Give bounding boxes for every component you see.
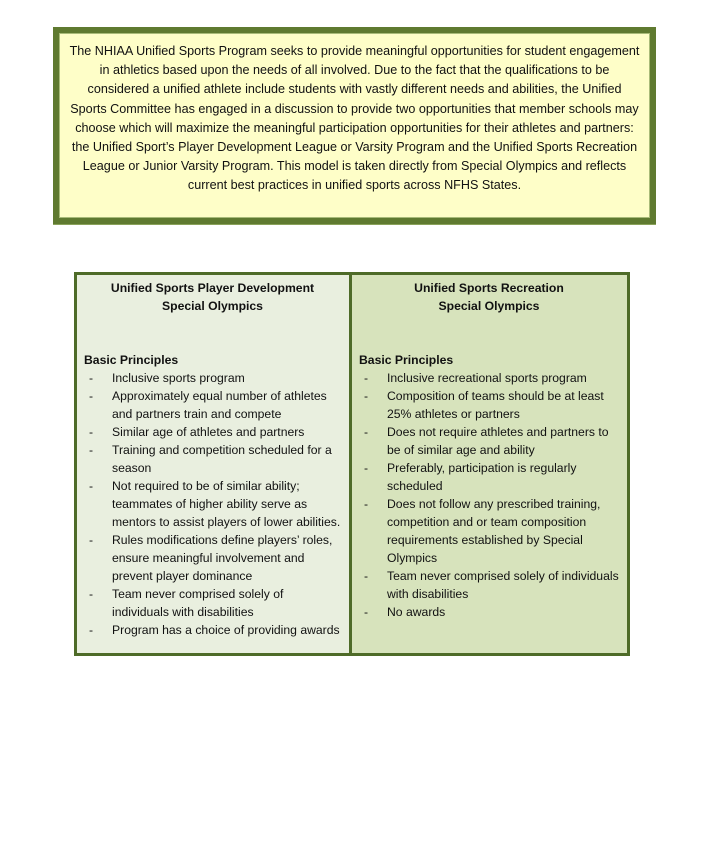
column-spacer <box>359 315 619 351</box>
comparison-table <box>74 272 630 656</box>
list-item-text: Approximately equal number of athletes and partners train and compete <box>112 389 327 421</box>
list-item-text: Program has a choice of providing awards <box>112 623 340 637</box>
list-item <box>359 459 619 495</box>
list-item <box>359 369 619 387</box>
list-item <box>359 495 619 567</box>
bullet-dash: - <box>364 605 369 619</box>
column-title: Unified Sports Player Development <box>110 281 315 295</box>
bullet-dash: - <box>89 371 94 385</box>
list-item <box>359 603 619 621</box>
column-subtitle: Special Olympics <box>162 299 263 313</box>
bullet-dash: - <box>364 569 369 583</box>
list-item <box>84 585 341 621</box>
bullet-dash: - <box>364 497 369 511</box>
bullet-dash: - <box>89 533 94 547</box>
list-item <box>84 441 341 477</box>
list-item <box>84 387 341 423</box>
principles-list <box>84 369 341 639</box>
bullet-dash: - <box>89 425 94 439</box>
list-item-text: Team never comprised solely of individuals with disabilities <box>387 569 619 601</box>
column-spacer <box>84 315 341 351</box>
list-item <box>84 621 341 639</box>
list-item-text: Rules modifications define players’ roles, ensure meaningful involvement and prevent player dominance <box>112 533 333 583</box>
intro-text: The NHIAA Unified Sports Program seeks to provide meaningful opportunities for student engagement in athletics based upon the needs of all involved. Due to the fact that the qualifications to be considered a unified athlete include students with vastly different needs and abilities, the Unified Sports Committee has engaged in a discussion to provide two opportunities that member schools may choose which will maximize the meaningful participation opportunities for their athletes and partners: the Unified Sport’s Player Development League or Varsity Program and the Unified Sports Recreation League or Junior Varsity Program. This model is taken directly from Special Olympics and reflects current best practices in unified sports across NFHS States. <box>59 33 650 218</box>
bullet-dash: - <box>364 389 369 403</box>
list-item-text: Composition of teams should be at least 25% athletes or partners <box>387 389 604 421</box>
bullet-dash: - <box>89 623 94 637</box>
list-item-text: Does not require athletes and partners to be of similar age and ability <box>387 425 609 457</box>
list-item-text: Inclusive recreational sports program <box>387 371 587 385</box>
intro-callout <box>53 27 656 224</box>
bullet-dash: - <box>364 371 369 385</box>
column-title: Unified Sports Recreation <box>414 281 564 295</box>
bullet-dash: - <box>89 479 94 493</box>
list-item-text: No awards <box>387 605 446 619</box>
list-item-text: Training and competition scheduled for a season <box>112 443 332 475</box>
list-item <box>84 477 341 531</box>
list-item <box>359 423 619 459</box>
list-item <box>359 567 619 603</box>
bullet-dash: - <box>89 389 94 403</box>
bullet-dash: - <box>89 443 94 457</box>
column-subtitle: Special Olympics <box>438 299 540 313</box>
list-item-text: Preferably, participation is regularly scheduled <box>387 461 577 493</box>
list-item-text: Not required to be of similar ability; teammates of higher ability serve as mentors to assist players of lower abilities. <box>112 479 341 529</box>
list-item <box>84 369 341 387</box>
list-item-text: Inclusive sports program <box>112 371 245 385</box>
bullet-dash: - <box>364 461 369 475</box>
list-item-text: Does not follow any prescribed training, competition and or team composition requirements established by Special Olympics <box>387 497 601 565</box>
section-title: Basic Principles <box>359 353 454 367</box>
bullet-dash: - <box>89 587 94 601</box>
list-item <box>359 387 619 423</box>
list-item <box>84 423 341 441</box>
principles-list <box>359 369 619 621</box>
bullet-dash: - <box>364 425 369 439</box>
section-title: Basic Principles <box>84 353 179 367</box>
list-item <box>84 531 341 585</box>
player-development-column <box>77 275 349 653</box>
list-item-text: Similar age of athletes and partners <box>112 425 305 439</box>
recreation-column <box>352 275 627 653</box>
list-item-text: Team never comprised solely of individuals with disabilities <box>112 587 284 619</box>
